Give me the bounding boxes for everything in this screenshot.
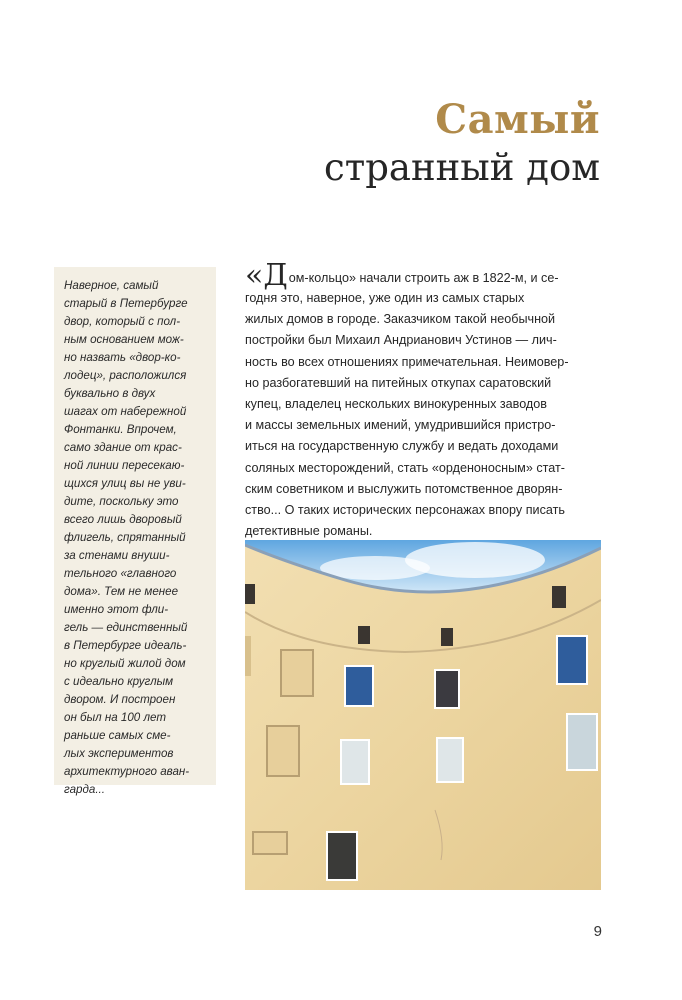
lead-line [245, 258, 605, 293]
drop-cap: «Д [245, 258, 288, 293]
cloud [405, 542, 545, 578]
courtyard-illustration [245, 540, 601, 890]
article-body [245, 258, 605, 542]
lead-line-text: ом-кольцо» начали строить аж в 1822-м, и се- [288, 271, 559, 285]
sidebar-note [54, 267, 216, 796]
page-title: странный дом [324, 146, 600, 189]
courtyard-photo [245, 540, 601, 890]
page-title-accent: Самый [435, 96, 600, 143]
sidebar-note-text: Наверное, самый старый в Петербурге двор, который с пол- ным основанием мож- но назвать «двор-ко- лодец», расположился буквально в двух шагах от набережной Фонтанки. Впрочем, само здание от крас- ной линии пересекаю- щихся улиц вы не уви- дите, поскольку это всего лишь дворовый флигель, спрятанный за стенами внуши- тельного «главного дома». Тем не менее именно этот фли- гель — единственный в Петербурге идеаль- но круглый жилой дом с идеально круглым двором. И построен он был на 100 лет раньше самых сме- лых экспериментов архитектурного аван- гарда... [64, 279, 190, 796]
article-paragraph: годня это, наверное, уже один из самых старых жилых домов в городе. Заказчиком такой необычной постройки был Михаил Андрианович Устинов — лич- ность во всех отношениях примечательная. Неимовер- но разбогатевший на питейных откупах саратовский купец, владелец нескольких винокуренных заводов и массы земельных имений, умудрившийся пристро- иться на государственную службу и ведать доходами соляных месторождений, стать «орденоносным» стат- ским советником и выслужить потомственное дворян- ство... О таких исторических персонажах впору писать детективные романы. [245, 291, 569, 539]
page-number: 9 [593, 923, 602, 940]
